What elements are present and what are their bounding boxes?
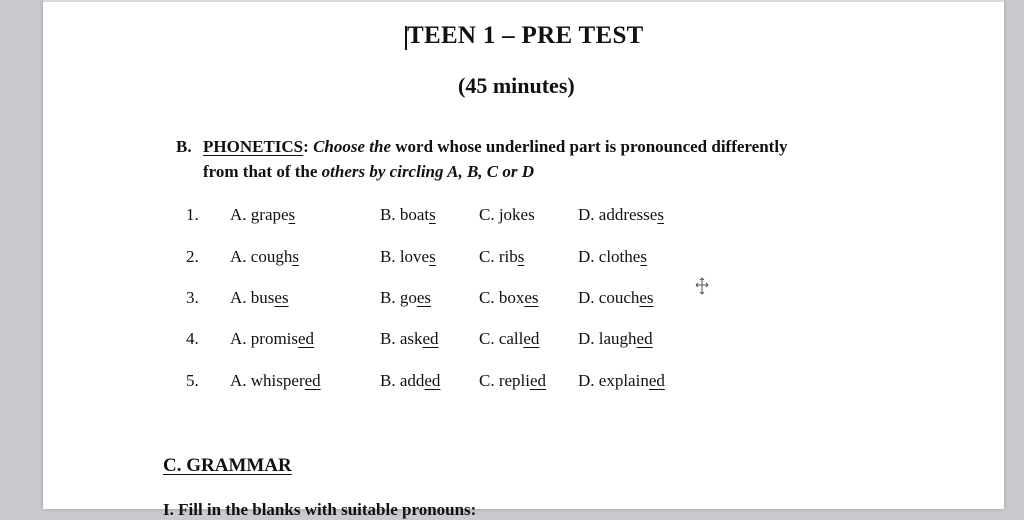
question-number: 2. <box>186 247 199 266</box>
underlined-part: ed <box>530 371 547 390</box>
option-text: B. boat <box>380 205 430 224</box>
answer-option-b[interactable] <box>380 288 431 308</box>
section-c-heading: C. GRAMMAR <box>163 455 292 476</box>
move-cursor-icon <box>695 277 709 295</box>
underlined-part: es <box>639 288 654 307</box>
answer-option-a[interactable] <box>230 247 299 267</box>
test-duration: (45 minutes) <box>458 73 575 98</box>
section-b-instructions <box>176 134 896 184</box>
instruction-italic-1: Choose the <box>313 137 391 156</box>
option-text: A. promis <box>230 329 298 348</box>
underlined-part: s <box>429 247 436 266</box>
underlined-part: es <box>274 288 289 307</box>
option-text: B. ask <box>380 329 423 348</box>
answer-option-d[interactable] <box>578 371 665 391</box>
answer-option-a[interactable] <box>230 329 314 349</box>
answer-option-a[interactable] <box>230 205 295 225</box>
answer-option-d[interactable] <box>578 329 653 349</box>
answer-option-c[interactable] <box>479 288 539 308</box>
instruction-text-1: word whose underlined part is pronounced differently <box>391 137 788 156</box>
answer-option-c[interactable] <box>479 247 524 267</box>
underlined-part: s <box>288 205 296 224</box>
underlined-part: s <box>429 205 436 224</box>
option-text: D. clothe <box>578 247 641 266</box>
option-text: D. laugh <box>578 329 637 348</box>
answer-option-b[interactable] <box>380 371 440 391</box>
option-text: C. box <box>479 288 525 307</box>
instruction-line-2 <box>176 159 896 184</box>
question-number: 5. <box>186 371 199 390</box>
option-text: D. couch <box>578 288 640 307</box>
option-text: B. love <box>380 247 430 266</box>
underlined-part: ed <box>523 329 540 348</box>
option-text: D. explain <box>578 371 649 390</box>
answer-option-d[interactable] <box>578 205 664 225</box>
option-text: C. call <box>479 329 524 348</box>
option-text: A. grape <box>230 205 289 224</box>
underlined-part: ed <box>424 371 441 390</box>
option-text: D. addresse <box>578 205 658 224</box>
option-text: B. go <box>380 288 417 307</box>
underlined-part: es <box>416 288 432 307</box>
answer-option-d[interactable] <box>578 288 654 308</box>
answer-option-d[interactable] <box>578 247 647 267</box>
answer-option-b[interactable] <box>380 205 436 225</box>
answer-option-a[interactable] <box>230 288 289 308</box>
instruction-italic-2: others by circling A, B, C or D <box>321 162 535 181</box>
underlined-part: ed <box>422 329 439 348</box>
option-text: A. whisper <box>230 371 305 390</box>
section-b-label: B. <box>176 137 192 156</box>
option-text: A. cough <box>230 247 293 266</box>
option-text: C. rib <box>479 247 518 266</box>
answer-option-c[interactable] <box>479 329 539 349</box>
page-top-edge <box>43 0 1004 2</box>
underlined-part: s <box>517 247 525 266</box>
underlined-part: ed <box>304 371 321 390</box>
underlined-part: es <box>524 288 539 307</box>
question-number: 4. <box>186 329 199 348</box>
underlined-part: s <box>292 247 299 266</box>
document-page <box>43 0 1004 519</box>
section-b-colon: : <box>303 137 309 156</box>
answer-option-b[interactable] <box>380 329 439 349</box>
question-number: 1. <box>186 205 199 224</box>
answer-option-a[interactable] <box>230 371 321 391</box>
underlined-part: ed <box>636 329 653 348</box>
question-number: 3. <box>186 288 199 307</box>
underlined-part: ed <box>648 371 665 390</box>
next-exercise-line: I. Fill in the blanks with suitable pronouns: <box>163 500 477 519</box>
underlined-part: ed <box>298 329 315 348</box>
answer-option-c[interactable] <box>479 371 546 391</box>
underlined-part: s <box>640 247 647 266</box>
answer-option-b[interactable] <box>380 247 436 267</box>
underlined-part: s <box>657 205 664 224</box>
option-text: B. add <box>380 371 425 390</box>
page-title: TEEN 1 – PRE TEST <box>407 22 644 49</box>
section-b-heading: PHONETICS <box>203 137 304 156</box>
option-text: C. repli <box>479 371 530 390</box>
instruction-text-2: from that of the <box>203 162 322 181</box>
option-text: A. bus <box>230 288 275 307</box>
option-text: C. jokes <box>479 205 535 224</box>
answer-option-c[interactable] <box>479 205 535 225</box>
